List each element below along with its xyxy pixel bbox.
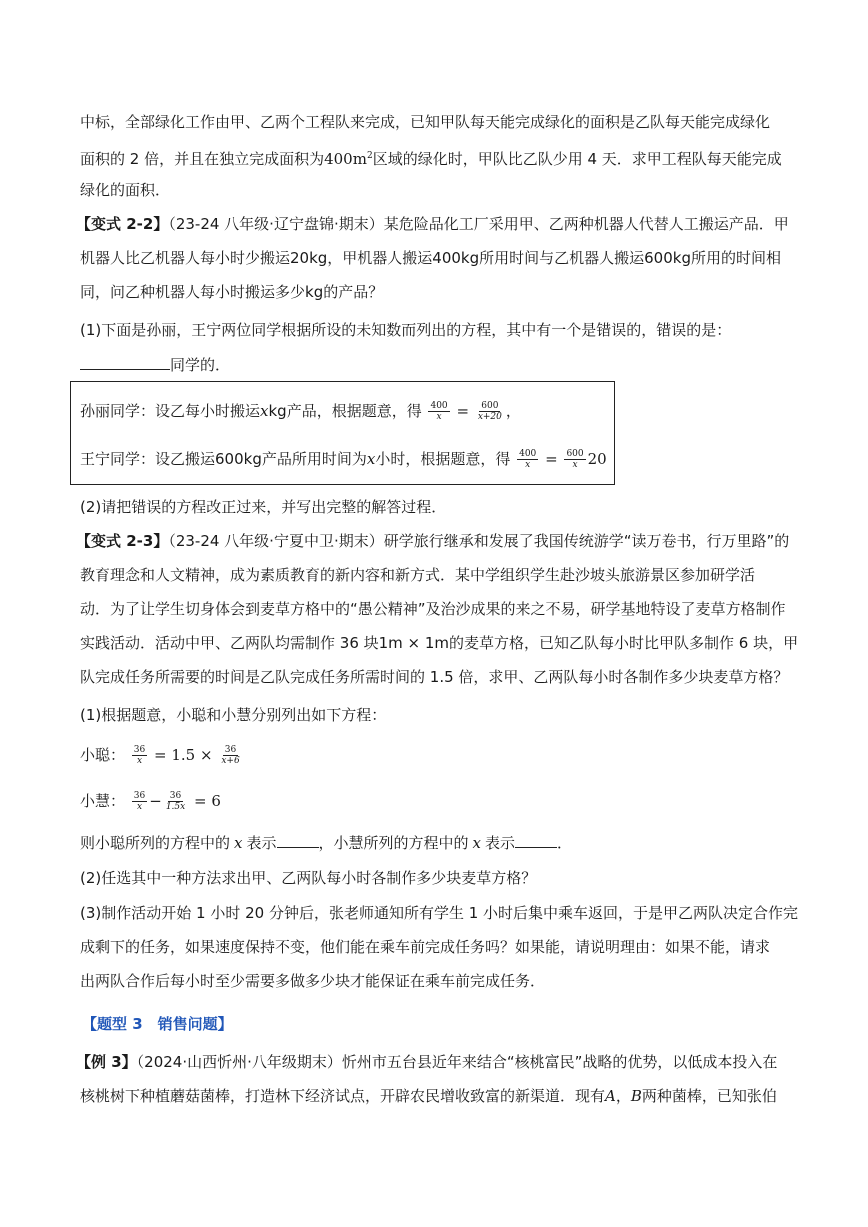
- wangning-equation: [80, 449, 607, 470]
- paragraph-line: 同，问乙种机器人每小时搬运多少kg的产品？: [80, 283, 384, 301]
- equals-sign: =: [456, 402, 470, 420]
- text: （2024·山西忻州·八年级期末）忻州市五台县近年来结合“核桃富民”战略的优势，以低成本投入在: [136, 1053, 778, 1071]
- xiaocong-equation: [80, 745, 244, 766]
- text: kg产品，根据题意，得: [268, 402, 422, 420]
- xiaohui-equation: [80, 791, 221, 812]
- text: （23-24 八年级·宁夏中卫·期末）研学旅行继承和发展了我国传统游学“读万卷书，行万里路”的: [168, 532, 790, 550]
- variable: B: [630, 1087, 642, 1105]
- text: ，: [615, 1087, 631, 1105]
- answer-blank[interactable]: [80, 355, 170, 370]
- math-operator: = 1.5 ×: [154, 746, 213, 764]
- minus-sign: −: [149, 792, 162, 810]
- fill-in-line: [80, 833, 572, 853]
- variable: A: [605, 1087, 616, 1105]
- text: 小时，根据题意，得: [375, 450, 511, 468]
- paragraph-line: 实践活动．活动中甲、乙两队均需制作 36 块1m × 1m的麦草方格，已知乙队每小时比甲队多制作 6 块，甲: [80, 634, 799, 652]
- section-heading: 【题型 3 销售问题】: [82, 1015, 233, 1033]
- fraction: $\frac{36}{x}$: [133, 791, 146, 812]
- text: 面积的 2 倍，并且在独立完成面积为: [80, 150, 325, 168]
- text: ．: [557, 834, 573, 852]
- example-tag: 【例 3】: [76, 1053, 137, 1071]
- fraction: $\frac{600}{x+20}$: [477, 401, 502, 422]
- question-3-line1: (3)制作活动开始 1 小时 20 分钟后，张老师通知所有学生 1 小时后集中乘车返回，于是甲乙两队决定合作完: [80, 904, 799, 922]
- question-1: (1)根据题意，小聪和小慧分别列出如下方程：: [80, 706, 387, 724]
- fraction: $\frac{36}{x}$: [133, 745, 146, 766]
- variable: x: [366, 450, 376, 468]
- text: 小聪：: [80, 746, 126, 764]
- paragraph-line: [80, 146, 782, 169]
- fraction: $\frac{36}{x+6}$: [221, 745, 240, 766]
- question-2: (2)任选其中一种方法求出甲、乙两队每小时各制作多少块麦草方格？: [80, 869, 537, 887]
- variant-2-2-line1: [76, 214, 789, 234]
- text: 两种菌棒，已知张伯: [641, 1087, 777, 1105]
- paragraph-line: 教育理念和人文精神，成为素质教育的新内容和新方式．某中学组织学生赴沙坡头旅游景区参加研学活: [80, 566, 756, 584]
- answer-blank[interactable]: [515, 833, 557, 848]
- fraction: $\frac{400}{x}$: [519, 449, 537, 470]
- paragraph-line: 中标，全部绿化工作由甲、乙两个工程队来完成，已知甲队每天能完成绿化的面积是乙队每天能完成绿化: [80, 113, 771, 131]
- paragraph-line: 机器人比乙机器人每小时少搬运20kg，甲机器人搬运400kg所用时间与乙机器人搬运600kg所用的时间相: [80, 249, 781, 267]
- answer-blank[interactable]: [277, 833, 319, 848]
- text: 区域的绿化时，甲队比乙队少用 4 天．求甲工程队每天能完成: [372, 150, 782, 168]
- question-1: (1)下面是孙丽，王宁两位同学根据所设的未知数而列出的方程，其中有一个是错误的，错误的是：: [80, 321, 732, 339]
- fraction: $\frac{36}{1.5x}$: [165, 791, 186, 812]
- math-operator: = 6: [194, 792, 221, 810]
- answer-blank-line: [80, 355, 230, 375]
- paragraph-line: 绿化的面积．: [80, 181, 171, 199]
- example-3-line1: [76, 1052, 777, 1072]
- variable: x: [472, 834, 481, 852]
- paragraph-line: 动．为了让学生切身体会到麦草方格中的“愚公精神”及治沙成果的来之不易，研学基地特设了麦草方格制作: [80, 600, 786, 618]
- superscript: 2: [366, 151, 373, 161]
- variable: x: [260, 402, 269, 420]
- text: 表示: [484, 834, 515, 852]
- text: （23-24 八年级·辽宁盘锦·期末）某危险品化工厂采用甲、乙两种机器人代替人工搬运产品．甲: [168, 215, 789, 233]
- text: 同学的．: [170, 356, 231, 374]
- text: 小慧：: [80, 792, 126, 810]
- text: 王宁同学：设乙搬运600kg产品所用时间为: [80, 450, 367, 468]
- text: 则小聪所列的方程中的: [80, 834, 231, 852]
- text: ，小慧所列的方程中的: [318, 834, 469, 852]
- variant-tag: 【变式 2-2】: [76, 215, 169, 233]
- text: 核桃树下种植蘑菇菌棒，打造林下经济试点，开辟农民增收致富的新渠道．现有: [80, 1087, 606, 1105]
- equals-sign: =: [545, 450, 558, 468]
- text: 表示: [246, 834, 277, 852]
- paragraph-line: 出两队合作后每小时至少需要多做多少块才能保证在乘车前完成任务．: [80, 972, 546, 990]
- question-2: (2)请把错误的方程改正过来，并写出完整的解答过程．: [80, 498, 447, 516]
- fraction: $\frac{400}{x}$: [430, 401, 448, 422]
- variant-2-3-line1: [76, 531, 789, 551]
- fraction: $\frac{600}{x}$: [566, 449, 584, 470]
- variable: x: [234, 834, 243, 852]
- text: 孙丽同学：设乙每小时搬运: [80, 402, 261, 420]
- minus-term: 20: [587, 450, 607, 468]
- paragraph-line: 队完成任务所需要的时间是乙队完成任务所需时间的 1.5 倍，求甲、乙两队每小时各制作多少块麦草方格？: [80, 668, 789, 686]
- variant-tag: 【变式 2-3】: [76, 532, 169, 550]
- area-value: 400m: [324, 150, 367, 168]
- text: ，: [505, 402, 521, 420]
- paragraph-line: 成剩下的任务，如果速度保持不变，他们能在乘车前完成任务吗？如果能，请说明理由：如果不能，请求: [80, 938, 771, 956]
- sunli-equation: [80, 401, 521, 422]
- paragraph-line: [80, 1086, 777, 1106]
